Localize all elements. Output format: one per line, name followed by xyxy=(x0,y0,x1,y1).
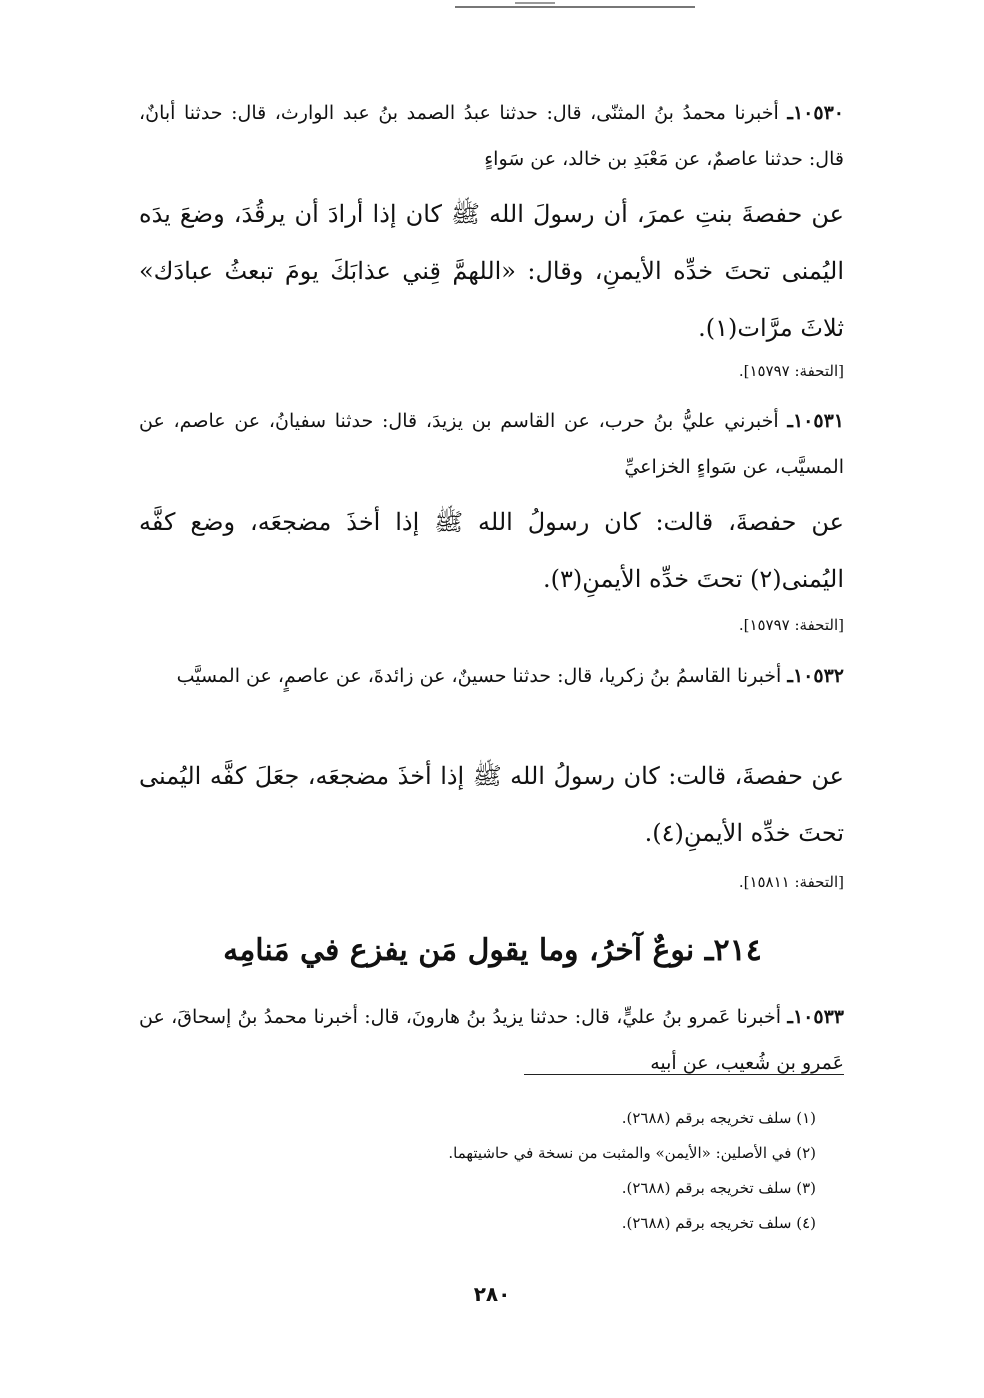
hadith-number: ١٠٥٣٠ـ xyxy=(787,102,844,124)
chapter-heading: ٢١٤ـ نوعٌ آخرُ، وما يقول مَن يفزع في مَنامِه xyxy=(223,933,762,968)
hadith-isnad xyxy=(139,994,844,1086)
takhrij-reference: [التحفة: ١٥٨١١]. xyxy=(738,873,844,891)
hadith-isnad xyxy=(139,398,844,490)
hadith-number: ١٠٥٣١ـ xyxy=(787,410,844,432)
hadith-isnad xyxy=(139,90,844,182)
takhrij-reference: [التحفة: ١٥٧٩٧]. xyxy=(738,616,844,634)
hadith-number: ١٠٥٣٣ـ xyxy=(787,1006,844,1028)
footnotes xyxy=(316,1101,816,1241)
isnad-text: أخبرني عليُّ بنُ حرب، عن القاسم بن يزيدَ، قال: حدثنا سفيانُ، عن عاصم، عن المسيَّب، عن سَواءٍ الخزاعيِّ xyxy=(139,410,844,478)
isnad-text: أخبرنا القاسمُ بنُ زكريا، قال: حدثنا حسينٌ، عن زائدةَ، عن عاصمٍ، عن المسيَّب xyxy=(176,665,782,687)
footnote: (١) سلف تخريجه برقم (٢٦٨٨). xyxy=(621,1109,816,1127)
footnote-separator xyxy=(524,1074,844,1075)
header-rule xyxy=(455,6,695,8)
footnote: (٤) سلف تخريجه برقم (٢٦٨٨). xyxy=(621,1214,816,1232)
footnote: (٢) في الأصلين: «الأيمن» والمثبت من نسخة في حاشيتهما. xyxy=(448,1144,816,1162)
hadith-matn: عن حفصةَ، قالت: كان رسولُ الله ﷺ إذا أخذَ مضجعَه، وضع كفَّه اليُمنى(٢) تحتَ خدِّه الأيمنِ(٣). xyxy=(139,508,844,593)
hadith-isnad xyxy=(139,653,844,699)
page-number: ٢٨٠ xyxy=(473,1282,511,1306)
hadith-matn: عن حفصةَ، قالت: كان رسولُ الله ﷺ إذا أخذَ مضجعَه، جعَلَ كفَّه اليُمنى تحتَ خدِّه الأيمنِ(٤). xyxy=(139,762,844,847)
hadith-matn: عن حفصةَ بنتِ عمرَ، أن رسولَ الله ﷺ كان إذا أرادَ أن يرقُدَ، وضعَ يدَه اليُمنى تحتَ خدِّه الأيمنِ، وقال: «اللهمَّ قِني عذابَكَ يومَ تبعثُ عبادَك» ثلاثَ مرَّات(١). xyxy=(139,200,844,342)
hadith-number: ١٠٥٣٢ـ xyxy=(787,665,844,687)
isnad-text: أخبرنا محمدُ بنُ المثنّى، قال: حدثنا عبدُ الصمد بنُ عبد الوارث، قال: حدثنا أبانٌ، قال: حدثنا عاصمٌ، عن مَعْبَدِ بن خالد، عن سَواءٍ xyxy=(139,102,844,170)
footnote: (٣) سلف تخريجه برقم (٢٦٨٨). xyxy=(621,1179,816,1197)
isnad-text: أخبرنا عَمرو بنُ عليٍّ، قال: حدثنا يزيدُ بنُ هارونَ، قال: أخبرنا محمدُ بنُ إسحاقَ، عن عَمرو بن شُعيب، عن أبيه xyxy=(139,1006,844,1074)
takhrij-reference: [التحفة: ١٥٧٩٧]. xyxy=(738,362,844,380)
